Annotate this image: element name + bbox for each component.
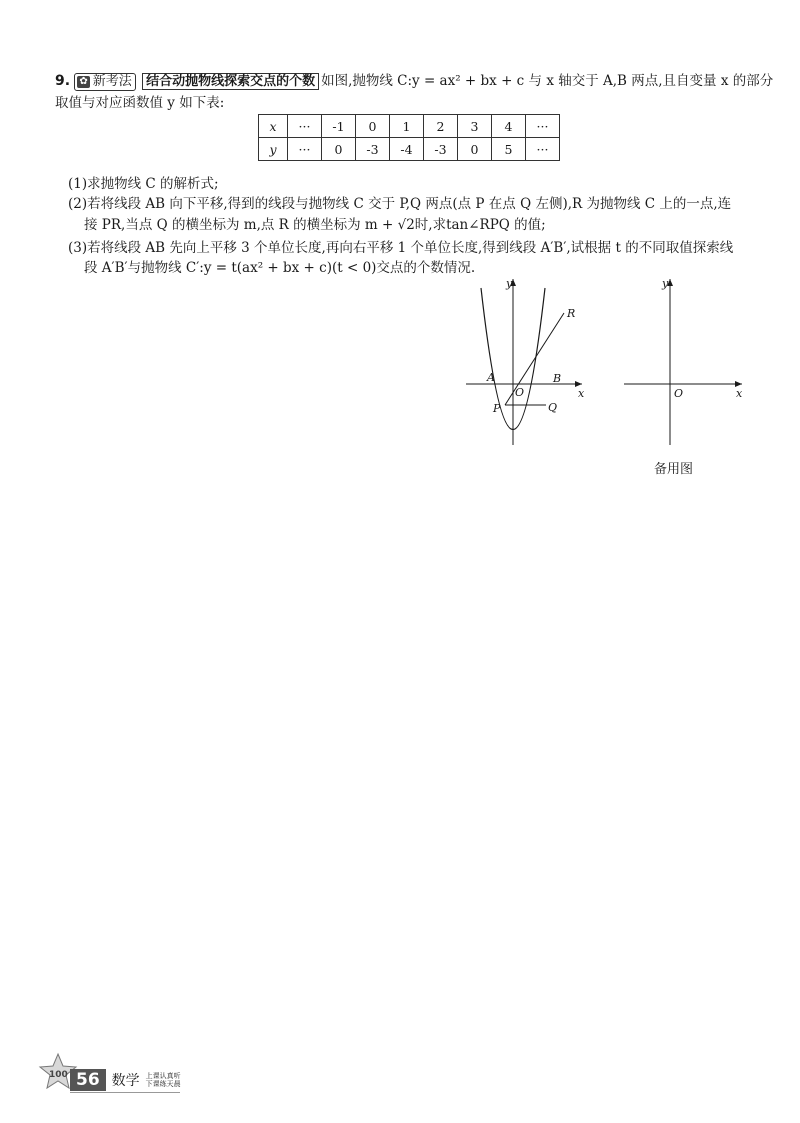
table-row-y <box>259 138 560 161</box>
table-cell: -4 <box>390 138 424 161</box>
footer-rule <box>70 1092 180 1093</box>
table-cell: ··· <box>288 115 322 138</box>
table-header-y: y <box>259 138 288 161</box>
table-cell: 0 <box>356 115 390 138</box>
slogan-line2: 下课练天晨 <box>145 1080 181 1088</box>
topic-label: 结合动抛物线探索交点的个数 <box>142 73 319 90</box>
table-cell: -3 <box>424 138 458 161</box>
table-row-x <box>259 115 560 138</box>
label-x: x <box>578 387 585 400</box>
parabola-figure <box>460 272 590 452</box>
intro-text-line1: 如图,抛物线 C:y = ax² + bx + c 与 x 轴交于 A,B 两点,且自变量 x 的部分 <box>321 73 774 89</box>
table-cell: ··· <box>526 138 560 161</box>
badge-label: 新考法 <box>92 74 132 89</box>
question-number: 9. <box>55 73 71 89</box>
new-method-badge <box>74 73 135 91</box>
part-3-text-line2: 段 A′B′与抛物线 C′:y = t(ax² + bx + c)(t < 0)交点的个数情况. <box>84 260 476 276</box>
label-y: y <box>506 277 513 290</box>
footer-slogan <box>146 1072 181 1088</box>
table-cell: -3 <box>356 138 390 161</box>
part-2-text-line1: (2)若将线段 AB 向下平移,得到的线段与抛物线 C 交于 P,Q 两点(点 P 在点 Q 左侧),R 为抛物线 C 上的一点,连 <box>68 196 732 212</box>
label-q: Q <box>548 401 558 414</box>
label-a: A <box>487 371 495 384</box>
label-r: R <box>567 307 576 320</box>
footer-bar <box>70 1069 181 1091</box>
label-b: B <box>553 372 562 385</box>
label-o: O <box>515 386 525 399</box>
segment-pr <box>505 313 564 405</box>
page-number: 56 <box>70 1069 106 1091</box>
spare-figure <box>618 272 748 452</box>
part-2-text-line2: 接 PR,当点 Q 的横坐标为 m,点 R 的横坐标为 m + √2时,求tan∠RPQ 的值; <box>84 217 546 233</box>
table-cell: ··· <box>526 115 560 138</box>
slogan-line1: 上课认真听 <box>145 1072 181 1080</box>
table-cell: 3 <box>458 115 492 138</box>
part-1-text: (1)求抛物线 C 的解析式; <box>68 176 219 192</box>
question-header <box>55 70 773 93</box>
subject-label: 数学 <box>111 1073 140 1089</box>
spare-figure-caption: 备用图 <box>654 462 694 477</box>
table-cell: 5 <box>492 138 526 161</box>
table-cell: 2 <box>424 115 458 138</box>
intro-text-line2: 取值与对应函数值 y 如下表: <box>55 95 225 111</box>
table-cell: -1 <box>322 115 356 138</box>
value-table <box>258 114 560 161</box>
star-icon: ✿ <box>79 76 88 87</box>
logo-text: 100 <box>49 1070 68 1080</box>
part-3-text-line1: (3)若将线段 AB 先向上平移 3 个单位长度,再向右平移 1 个单位长度,得到线段 A′B′,试根据 t 的不同取值探索线 <box>68 240 734 256</box>
spare-label-x: x <box>736 387 743 400</box>
spare-label-y: y <box>662 277 669 290</box>
table-cell: 0 <box>322 138 356 161</box>
table-cell: 1 <box>390 115 424 138</box>
table-cell: ··· <box>288 138 322 161</box>
spare-label-o: O <box>674 387 684 400</box>
table-cell: 4 <box>492 115 526 138</box>
label-p: P <box>493 402 501 415</box>
table-cell: 0 <box>458 138 492 161</box>
table-header-x: x <box>259 115 288 138</box>
